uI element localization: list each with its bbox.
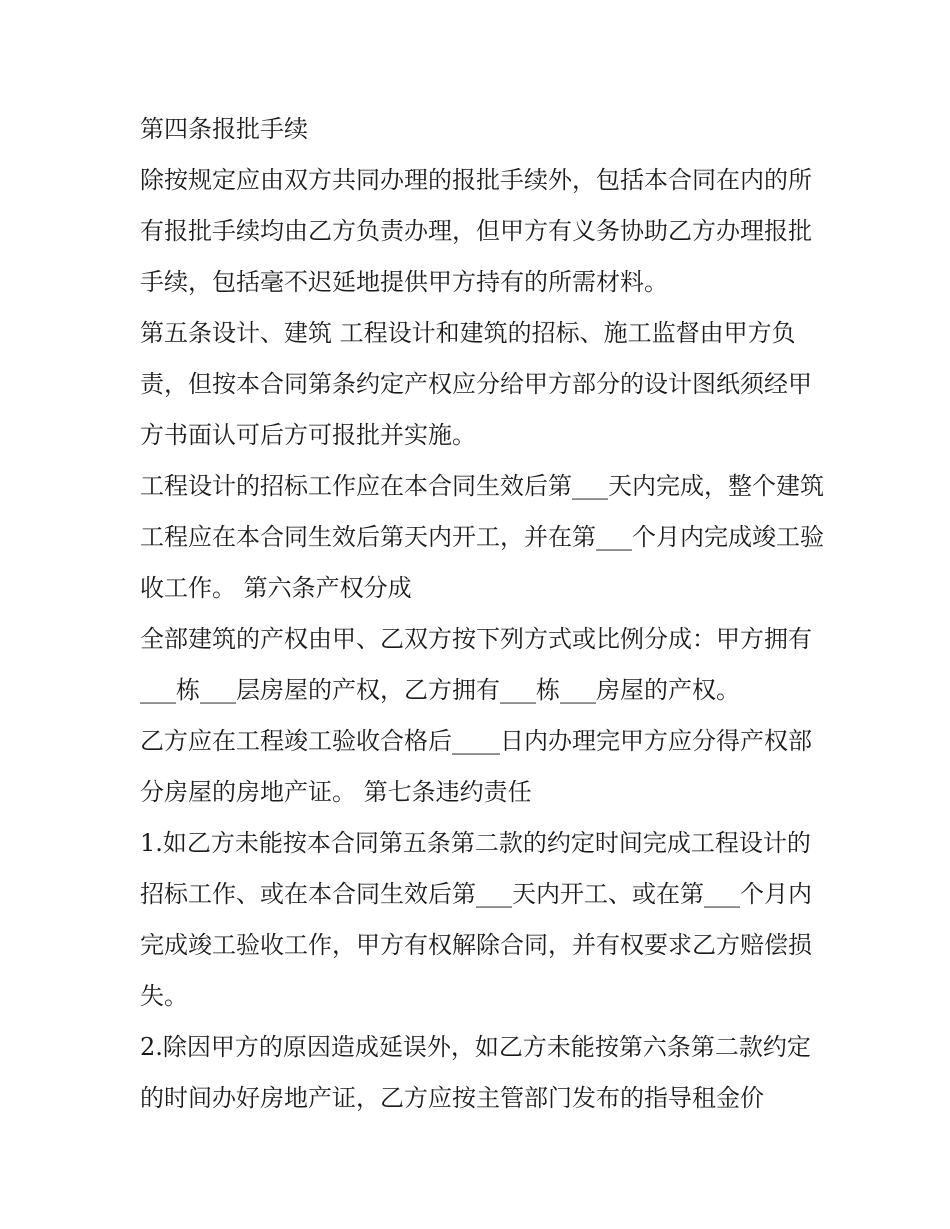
article-4-paragraph: 除按规定应由双方共同办理的报批手续外，包括本合同在内的所有报批手续均由乙方负责办理，但甲方有义务协助乙方办理报批手续，包括毫不迟延地提供甲方持有的所需材料。: [140, 166, 812, 296]
article-5-paragraph: 第五条设计、建筑 工程设计和建筑的招标、施工监督由甲方负责，但按本合同第条约定产权应分给甲方部分的设计图纸须经甲方书面认可后方可报批并实施。: [140, 319, 812, 449]
design-schedule-paragraph: 工程设计的招标工作应在本合同生效后第___天内完成，整个建筑工程应在本合同生效后第天内开工，并在第___个月内完成竣工验收工作。 第六条产权分成: [140, 472, 824, 602]
breach-clause-2: 2.除因甲方的原因造成延误外，如乙方未能按第六条第二款约定的时间办好房地产证，乙方应按主管部门发布的指导租金价: [140, 1033, 811, 1112]
document-body: [140, 104, 830, 1124]
article-4-heading: 第四条报批手续: [140, 115, 308, 143]
property-certificate-paragraph: 乙方应在工程竣工验收合格后____日内办理完甲方应分得产权部分房屋的房地产证。 第七条违约责任: [140, 727, 812, 806]
breach-clause-1: 1.如乙方未能按本合同第五条第二款的约定时间完成工程设计的招标工作、或在本合同生效后第___天内开工、或在第___个月内完成竣工验收工作，甲方有权解除合同，并有权要求乙方赔偿损失。: [140, 829, 812, 1010]
ownership-split-paragraph: 全部建筑的产权由甲、乙双方按下列方式或比例分成：甲方拥有___栋___层房屋的产权，乙方拥有___栋___房屋的产权。: [140, 625, 812, 704]
